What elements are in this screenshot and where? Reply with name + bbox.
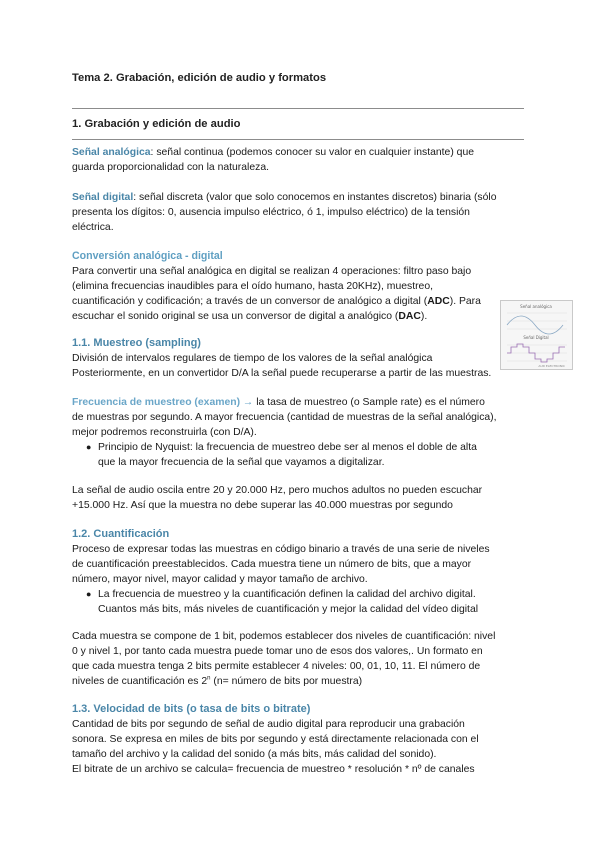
diagram-footer-label: AUD ELECTRONIC: [538, 364, 565, 368]
divider-bottom: [72, 139, 524, 140]
paragraph-sample-rate: [72, 395, 524, 470]
bullet-icon: ●: [86, 442, 92, 452]
diagram-top-label: Señal analógica: [520, 304, 552, 309]
text: La señal de audio oscila entre 20 y 20.000 Hz, pero muchos adultos no pueden escuchar: [72, 485, 483, 496]
signal-diagram-svg: [501, 301, 572, 369]
text: escuchar el sonido original se usa un conversor de digital a analógico (: [72, 311, 399, 322]
dac-abbr: DAC: [398, 311, 421, 322]
text: guarda proporcionalidad con la naturaleza.: [72, 162, 269, 173]
text: : señal discreta (valor que solo conocemos en instantes discretos) binaria (sólo: [133, 192, 497, 203]
text: Posteriormente, en un convertidor D/A la señal puede recuperarse a partir de las muestras.: [72, 368, 492, 379]
adc-abbr: ADC: [427, 296, 450, 307]
text: de cuantificación preestablecidos. Cada muestra tiene un número de bits, que a mayor: [72, 559, 472, 570]
text: presenta los dígitos: 0, ausencia impulso eléctrico, ó 1, impulso eléctrico) de la tensión: [72, 207, 470, 218]
section-heading-1: 1. Grabación y edición de audio: [72, 118, 241, 130]
text: El bitrate de un archivo se calcula= frecuencia de muestreo * resolución * nº de canales: [72, 764, 475, 775]
list-item: [84, 587, 524, 617]
paragraph-bitrate: [72, 717, 524, 777]
paragraph-bits-per-sample: [72, 629, 524, 689]
paragraph-digital-signal: [72, 190, 524, 235]
text: : señal continua (podemos conocer su valor en cualquier instante) que: [150, 147, 475, 158]
heading-conversion: Conversión analógica - digital: [72, 250, 223, 262]
heading-sampling: 1.1. Muestreo (sampling): [72, 337, 201, 349]
text: +15.000 Hz. Así que la muestra no debe superar las 40.000 muestras por segundo: [72, 500, 453, 511]
paragraph-quantization: [72, 542, 524, 617]
text: eléctrica.: [72, 222, 114, 233]
heading-bitrate: 1.3. Velocidad de bits (o tasa de bits o bitrate): [72, 703, 311, 715]
text: División de intervalos regulares de tiempo de los valores de la señal analógica: [72, 353, 433, 364]
text: Para convertir una señal analógica en digital se realizan 4 operaciones: filtro paso bajo: [72, 266, 472, 277]
text: ).: [420, 311, 428, 322]
text: 0 y nivel 1, por tanto cada muestra puede tomar uno de esos dos valores,. Un formato en: [72, 646, 483, 657]
bullet-icon: ●: [86, 589, 92, 599]
signal-diagram-image: [500, 300, 573, 370]
text: La frecuencia de muestreo y la cuantificación definen la calidad del archivo digital.: [98, 589, 476, 600]
list-item: [84, 440, 524, 470]
text: que la mayor frecuencia de la señal que vayamos a digitalizar.: [98, 457, 385, 468]
divider-top: [72, 108, 524, 109]
text: cuantificación y codificación; a través de un conversor de analógico a digital (: [72, 296, 428, 307]
term-analog: Señal analógica: [72, 147, 151, 158]
text: Cuantos más bits, más niveles de cuantificación y mejor la calidad del vídeo digital: [98, 604, 479, 615]
diagram-mid-label: Señal Digital: [523, 335, 549, 340]
text: (n= número de bits por muestra): [210, 676, 363, 687]
text: la tasa de muestreo (o Sample rate) es el número: [256, 397, 485, 408]
text: que cada muestra tenga 2 bits permite establecer 4 niveles: 00, 01, 10, 11. El número de: [72, 661, 481, 672]
text: número, mayor nivel, mayor calidad y mayor tamaño de archivo.: [72, 574, 368, 585]
text: ). Para: [449, 296, 481, 307]
paragraph-conversion: [72, 264, 524, 324]
text: mejor podremos reconstruirla (con D/A).: [72, 427, 257, 438]
text: Cantidad de bits por segundo de señal de audio digital para reproducir una grabación: [72, 719, 465, 730]
text: Cada muestra se compone de 1 bit, podemos establecer dos niveles de cuantificación: nivel: [72, 631, 496, 642]
superscript: n: [207, 675, 211, 682]
text: Proceso de expresar todas las muestras en código binario a través de una serie de niveles: [72, 544, 490, 555]
paragraph-audio-range: [72, 483, 524, 513]
text: de muestras por segundo. A mayor frecuencia (cantidad de muestras de la señal analógica),: [72, 412, 497, 423]
paragraph-analog-signal: [72, 145, 524, 175]
term-sample-rate: Frecuencia de muestreo (examen): [72, 397, 241, 408]
text: (elimina frecuencias inaudibles para el oído humano, hasta 20KHz), muestreo,: [72, 281, 433, 292]
text: niveles de cuantificación es 2: [72, 676, 208, 687]
term-digital: Señal digital: [72, 192, 134, 203]
text: sonora. Se expresa en miles de bits por segundo y está directamente relacionada con el: [72, 734, 479, 745]
text: tamaño del archivo y la calidad del sonido (a más bits, más calidad del sonido).: [72, 749, 437, 760]
paragraph-sampling: [72, 351, 524, 381]
heading-quantization: 1.2. Cuantificación: [72, 528, 170, 540]
arrow-icon: →: [240, 397, 257, 408]
text: Principio de Nyquist: la frecuencia de muestreo debe ser al menos el doble de alta: [98, 442, 477, 453]
document-title: Tema 2. Grabación, edición de audio y formatos: [72, 72, 327, 84]
